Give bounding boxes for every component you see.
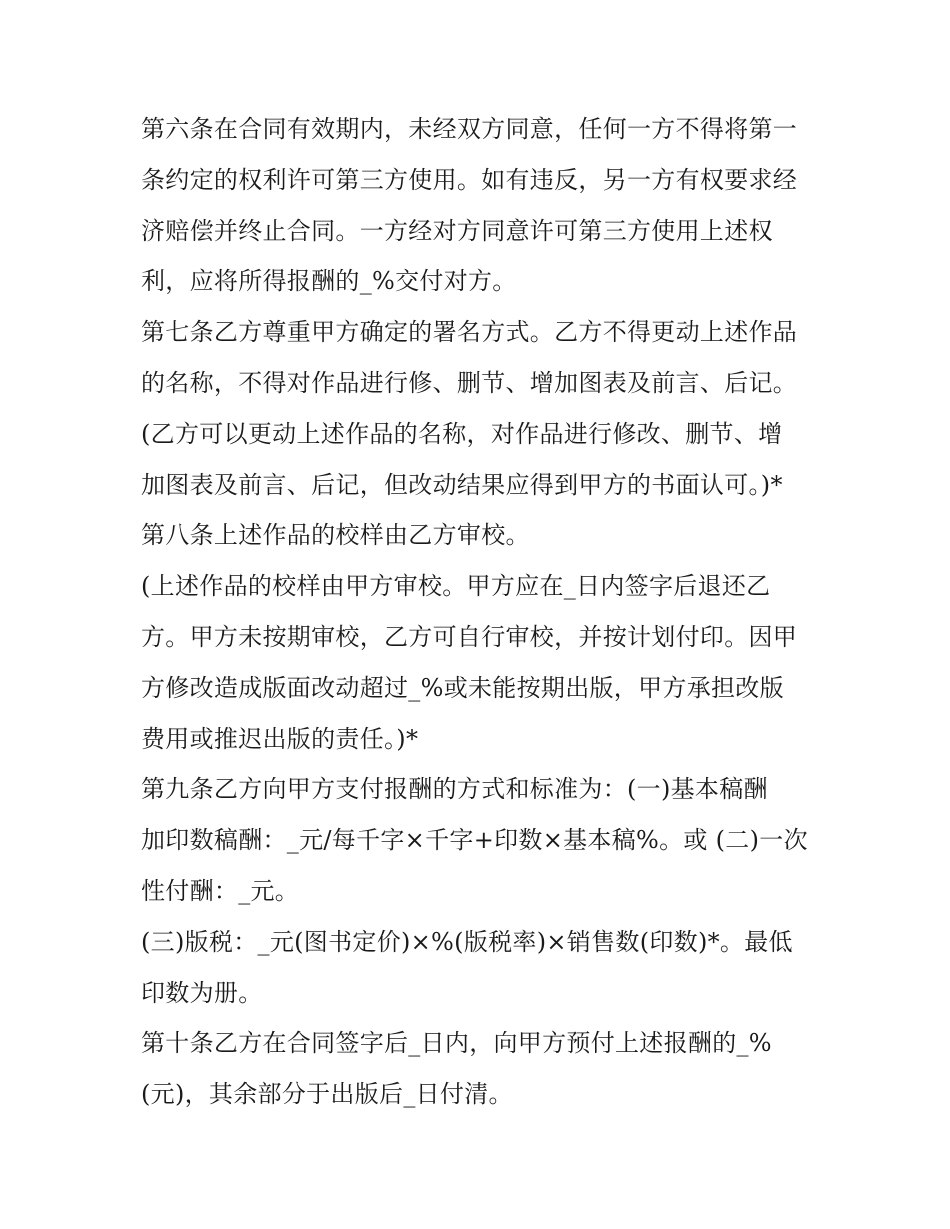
text-line-article9-5: 印数为册。 (141, 978, 263, 1007)
text-line-article8-alt-3: 方修改造成版面改动超过_%或未能按期出版，甲方承担改版 (141, 673, 784, 702)
text-line-article9-4: (三)版税：_元(图书定价)×%(版税率)×销售数(印数)*。最低 (141, 927, 793, 956)
text-line-article8-alt-2: 方。甲方未按期审校，乙方可自行审校，并按计划付印。因甲 (141, 622, 798, 651)
text-line-article9-2: 加印数稿酬：_元/每千字×千字+印数×基本稿%。或 (二)一次 (141, 826, 808, 855)
text-line-article6-3: 济赔偿并终止合同。一方经对方同意许可第三方使用上述权 (141, 216, 773, 245)
text-line-article7-2: 的名称，不得对作品进行修、删节、增加图表及前言、后记。 (141, 368, 798, 397)
text-line-article7-alt-2: 加图表及前言、后记，但改动结果应得到甲方的书面认可。)* (141, 470, 783, 499)
text-line-article9-3: 性付酬：_元。 (141, 876, 300, 905)
text-line-article7-1: 第七条乙方尊重甲方确定的署名方式。乙方不得更动上述作品 (141, 318, 798, 347)
text-line-article7-alt-1: (乙方可以更动上述作品的名称，对作品进行修改、删节、增 (141, 419, 783, 448)
text-line-article6-2: 条约定的权利许可第三方使用。如有违反，另一方有权要求经 (141, 165, 798, 194)
text-line-article8-alt-1: (上述作品的校样由甲方审校。甲方应在_日内签字后退还乙 (141, 572, 771, 601)
text-line-article10-2: (元)，其余部分于出版后_日付清。 (141, 1080, 513, 1109)
text-line-article9-1: 第九条乙方向甲方支付报酬的方式和标准为：(一)基本稿酬 (141, 775, 768, 804)
text-line-article10-1: 第十条乙方在合同签字后_日内，向甲方预付上述报酬的_% (141, 1029, 772, 1058)
text-line-article6-1: 第六条在合同有效期内，未经双方同意，任何一方不得将第一 (141, 115, 798, 143)
text-line-article8-alt-4: 费用或推迟出版的责任。)* (141, 724, 419, 753)
text-line-article6-4: 利，应将所得报酬的_%交付对方。 (141, 267, 517, 296)
text-line-article8-1: 第八条上述作品的校样由乙方审校。 (141, 521, 530, 550)
document-body (141, 104, 821, 1120)
